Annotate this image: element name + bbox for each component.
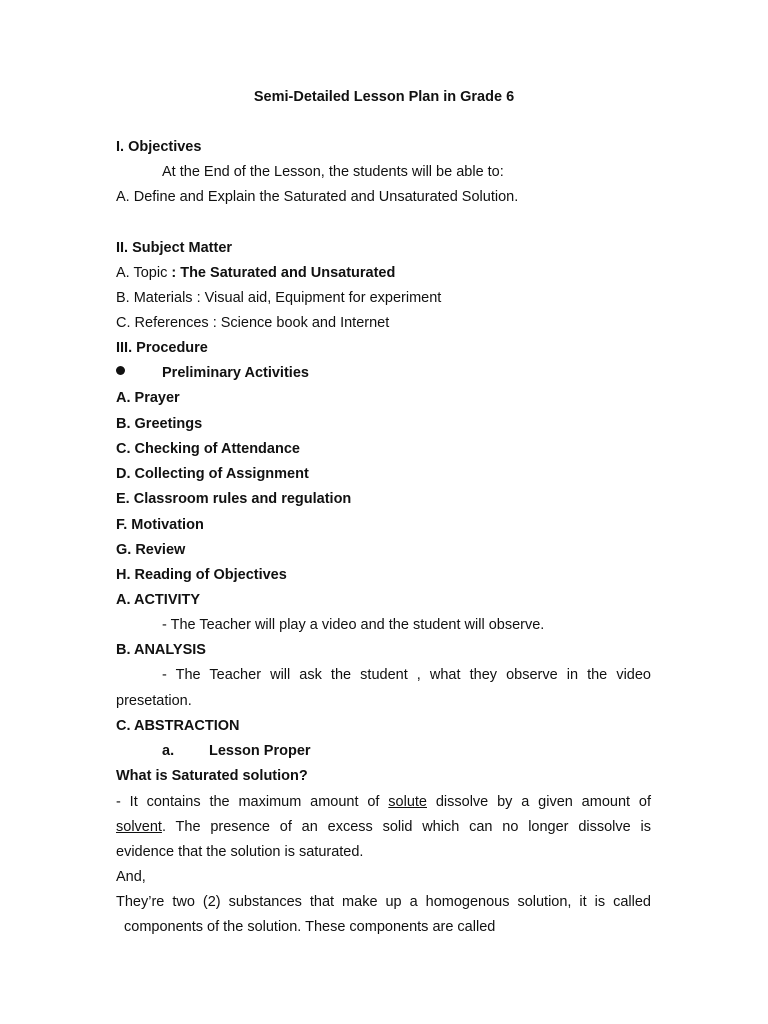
sat-text: . The presence of an excess solid which can no longer dissolve is: [161, 819, 651, 835]
topic-line: [116, 264, 395, 282]
references-line: C. References : Science book and Internet: [116, 315, 390, 331]
procedure-step: F. Motivation: [116, 517, 204, 533]
activity-text: - The Teacher will play a video and the student will observe.: [162, 617, 545, 633]
activity-heading: A. ACTIVITY: [116, 592, 201, 608]
saturated-question: What is Saturated solution?: [116, 768, 308, 784]
and-line: And,: [116, 869, 146, 885]
lesson-proper-letter: a.: [162, 743, 175, 759]
analysis-heading: B. ANALYSIS: [116, 642, 206, 658]
abstraction-heading: C. ABSTRACTION: [116, 718, 240, 734]
procedure-step: D. Collecting of Assignment: [116, 466, 309, 482]
topic-value: The Saturated and Unsaturated: [180, 265, 396, 281]
page-title: Semi-Detailed Lesson Plan in Grade 6: [253, 89, 515, 105]
components-line-1: They’re two (2) substances that make up a homogenous solution, it is called: [116, 894, 651, 910]
objectives-heading: I. Objectives: [116, 139, 202, 155]
sat-text: - It contains the maximum amount of: [116, 794, 389, 810]
topic-separator: :: [171, 265, 181, 281]
procedure-step: E. Classroom rules and regulation: [116, 491, 352, 507]
procedure-step: G. Review: [116, 542, 186, 558]
saturated-definition-line-3: evidence that the solution is saturated.: [116, 844, 364, 860]
solvent-term: solvent: [116, 819, 162, 835]
analysis-text-line-2: presetation.: [116, 693, 192, 709]
preliminary-activities: Preliminary Activities: [162, 365, 309, 381]
subject-matter-heading: II. Subject Matter: [116, 240, 233, 256]
saturated-definition-line-1: [116, 793, 651, 811]
topic-prefix: A. Topic: [116, 265, 172, 281]
objective-item-a: A. Define and Explain the Saturated and Unsaturated Solution.: [116, 189, 519, 205]
procedure-step: B. Greetings: [116, 416, 203, 432]
solute-term: solute: [388, 794, 427, 810]
procedure-step: C. Checking of Attendance: [116, 441, 300, 457]
materials-line: B. Materials : Visual aid, Equipment for experiment: [116, 290, 442, 306]
components-line-2: components of the solution. These components are called: [124, 919, 496, 935]
saturated-definition-line-2: [116, 818, 651, 836]
procedure-step: A. Prayer: [116, 390, 180, 406]
bullet-icon: [116, 366, 125, 375]
procedure-step: H. Reading of Objectives: [116, 567, 287, 583]
objectives-intro: At the End of the Lesson, the students will be able to:: [162, 164, 504, 180]
procedure-heading: III. Procedure: [116, 340, 208, 356]
sat-text: dissolve by a given amount of: [427, 794, 651, 810]
lesson-proper-heading: Lesson Proper: [209, 743, 311, 759]
analysis-text-line-1: - The Teacher will ask the student , what they observe in the video: [162, 667, 651, 683]
